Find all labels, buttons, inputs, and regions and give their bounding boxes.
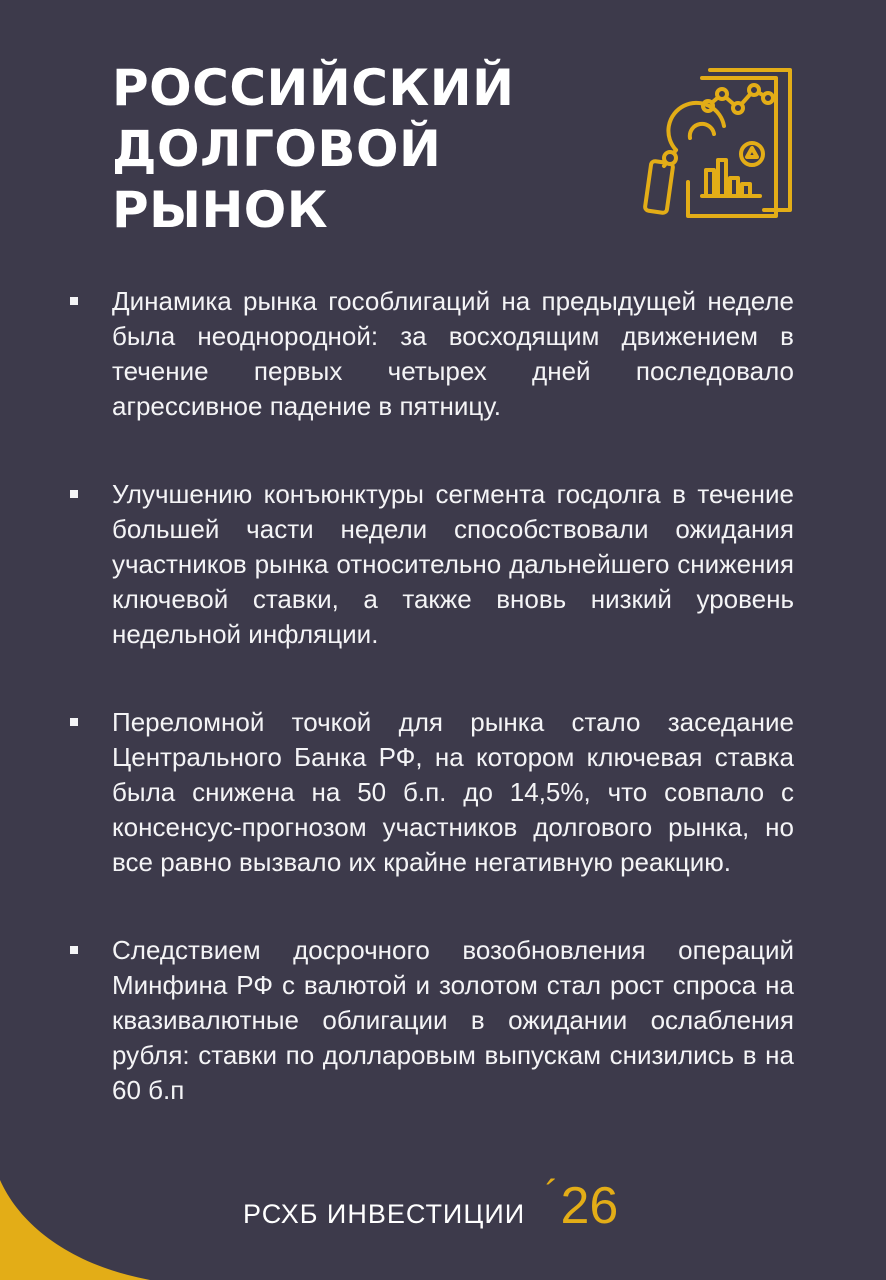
bullet-text: Улучшению конъюнктуры сегмента госдолга в течение большей части недели способствовали ожидания участников рынка относительно дальнейшего снижения ключевой ставки, а также вновь низкий уровень недельной инфляции. (112, 479, 794, 649)
bullet-text: Переломной точкой для рынка стало заседание Центрального Банка РФ, на котором ключевая ставка была снижена на 50 б.п. до 14,5%, что совпало с консенсус-прогнозом участников долгового рынка, но все равно вызвало их крайне негативную реакцию. (112, 707, 794, 877)
bullet-text: Динамика рынка гособлигаций на предыдущей неделе была неоднородной: за восходящим движением в течение первых четырех дней последовало агрессивное падение в пятницу. (112, 286, 794, 421)
report-analytics-icon (640, 64, 798, 222)
bullet-text: Следствием досрочного возобновления операций Минфина РФ с валютой и золотом стал рост спроса на квазивалютные облигации в ожидании ослабления рубля: ставки по долларовым выпускам снизились в на 60 б.п (112, 935, 794, 1105)
bullet-square-icon (70, 718, 78, 726)
bullet-square-icon (70, 297, 78, 305)
bullet-item (68, 477, 794, 652)
year-apostrophe: ´ (545, 1173, 559, 1217)
bullet-item (68, 933, 794, 1108)
year-number: 26 (560, 1177, 619, 1235)
page-title (112, 58, 632, 241)
bullet-item (68, 705, 794, 880)
bullet-item (68, 284, 794, 424)
title-line-1: РОССИЙСКИЙ (112, 59, 515, 117)
bullet-list (68, 284, 794, 1108)
bullet-square-icon (70, 946, 78, 954)
title-line-3: РЫНОК (112, 181, 329, 239)
bullet-square-icon (70, 490, 78, 498)
brand-name: РСХБ ИНВЕСТИЦИИ (243, 1199, 526, 1229)
footer-branding (243, 1170, 618, 1240)
title-line-2: ДОЛГОВОЙ (112, 120, 442, 178)
corner-accent-shape (0, 1180, 150, 1280)
